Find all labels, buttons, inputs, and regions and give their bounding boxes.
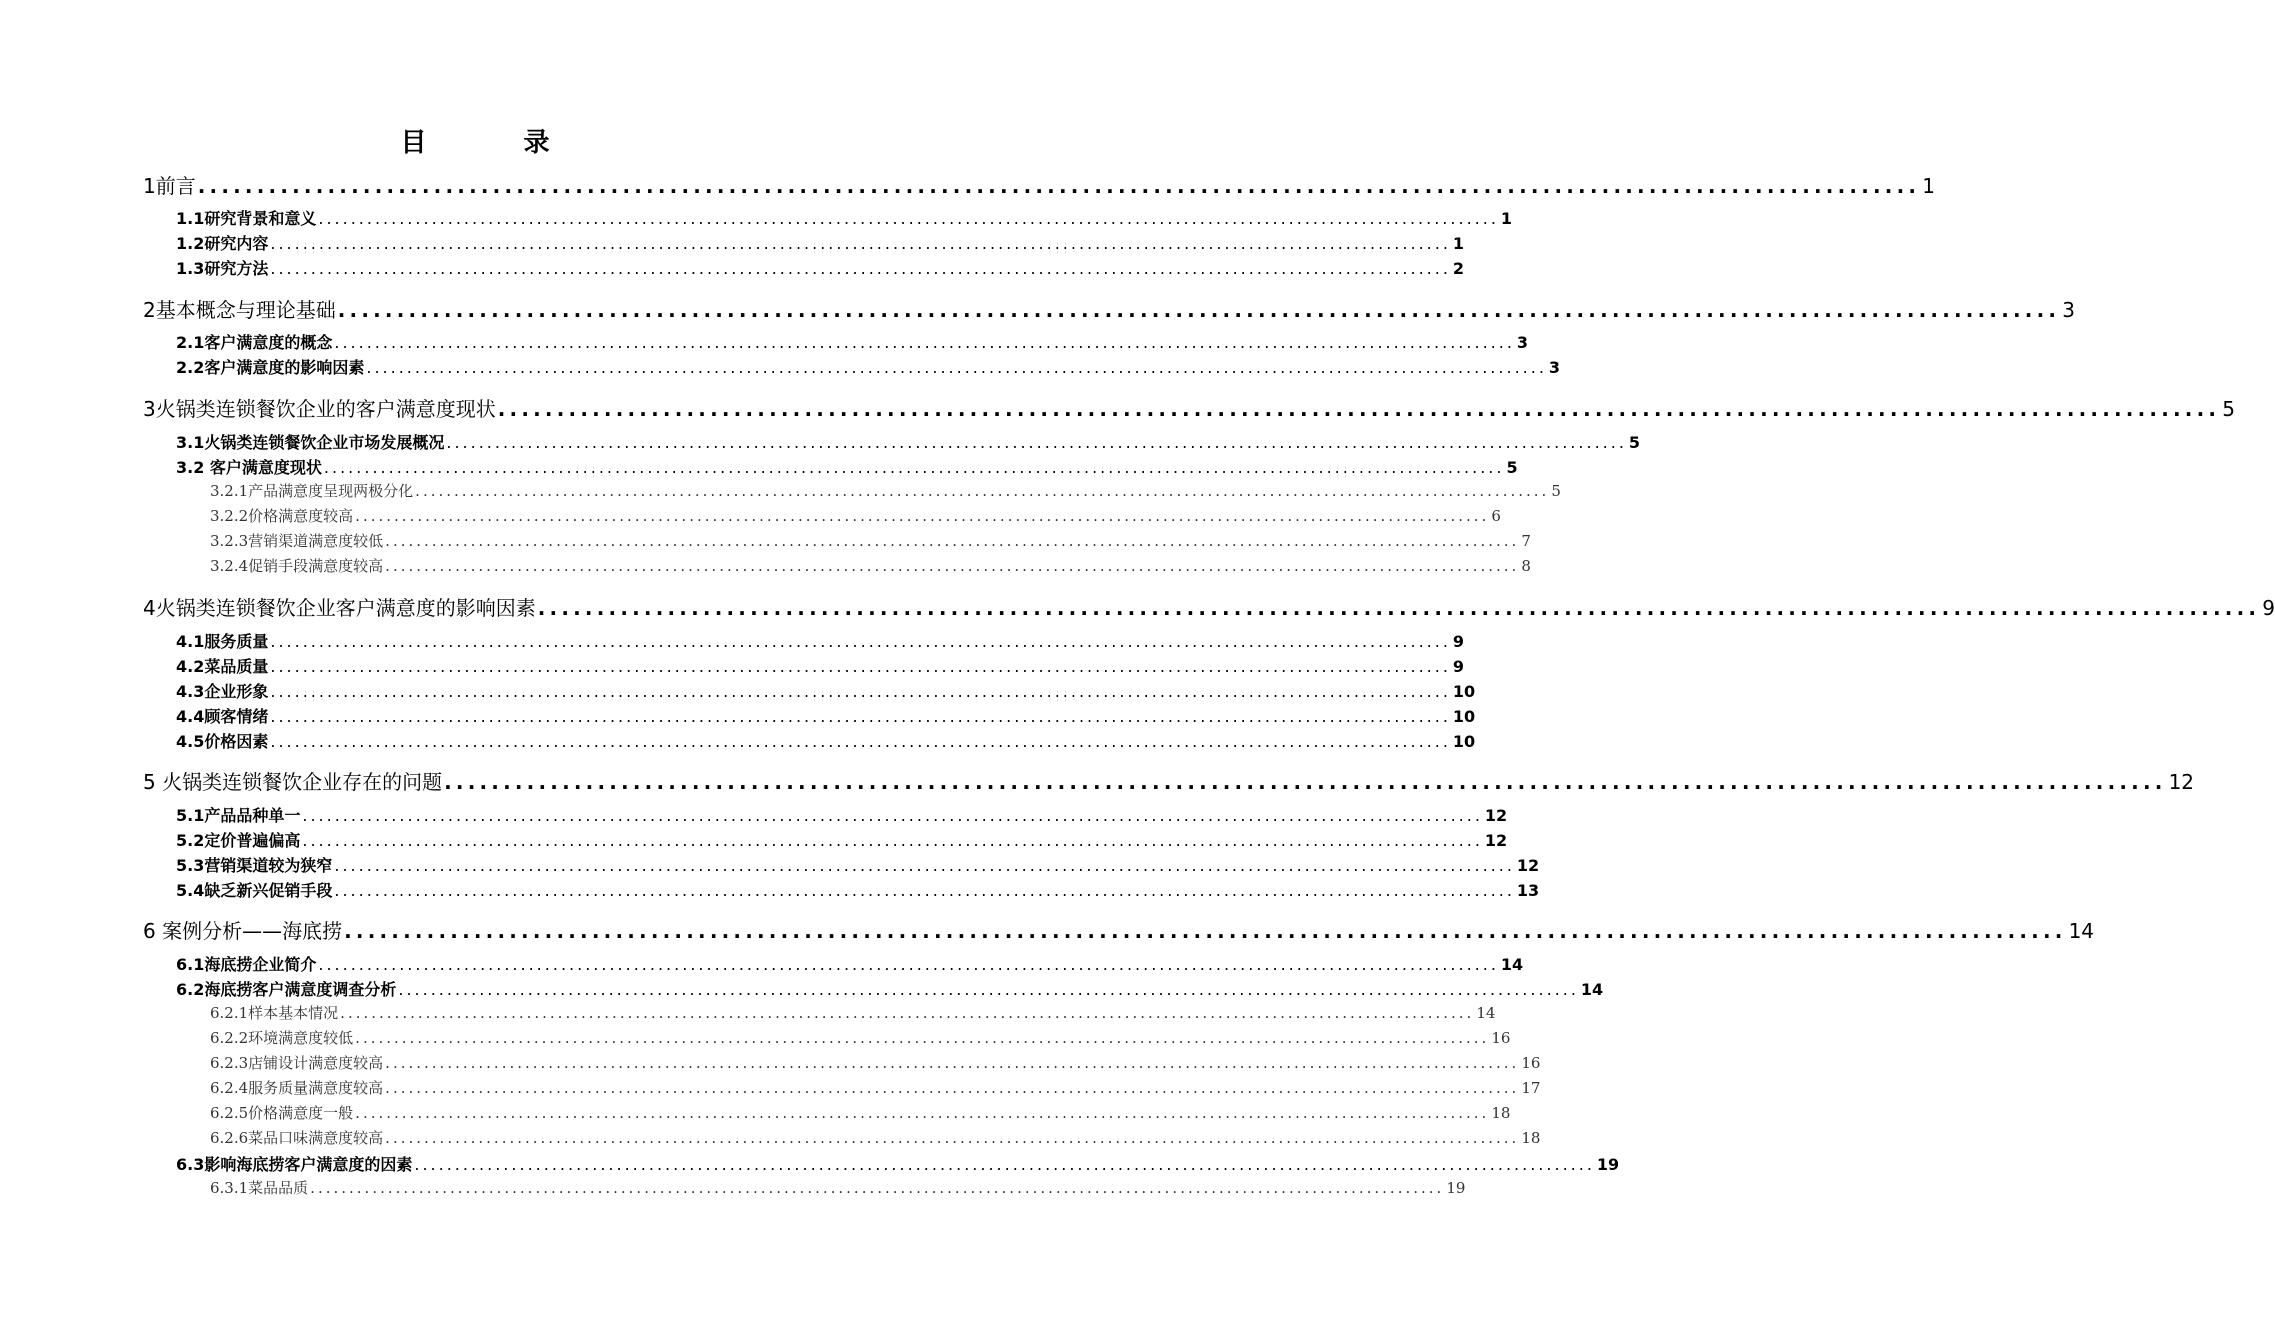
toc-leader-dots: .................................................................................................................................................. (340, 1004, 1475, 1022)
toc-leader-dots: .................................................................................................................................................. (444, 770, 2167, 794)
toc-entry-label: 3.1火锅类连锁餐饮企业市场发展概况 (176, 433, 445, 452)
toc-page-number: 1 (1452, 234, 1465, 253)
toc-page-number: 14 (1580, 980, 1604, 999)
toc-entry-label: 4.2菜品质量 (176, 657, 269, 676)
toc-entry-label: 3.2.2价格满意度较高 (210, 507, 354, 525)
toc-leader-dots: .................................................................................................................................................. (334, 856, 1515, 875)
toc-page-number: 16 (1521, 1054, 1541, 1072)
toc-page-number: 10 (1452, 707, 1476, 726)
toc-entry-label: 1.1研究背景和意义 (176, 209, 317, 228)
toc-leader-dots: .................................................................................................................................................. (385, 1054, 1520, 1072)
toc-page-number: 3 (1516, 333, 1529, 352)
toc-leader-dots: .................................................................................................................................................. (385, 557, 1520, 575)
toc-leader-dots: .................................................................................................................................................. (334, 333, 1515, 352)
toc-page-number: 8 (1521, 557, 1531, 575)
toc-leader-dots: .................................................................................................................................................. (344, 919, 2067, 943)
toc-page-number: 14 (2068, 919, 2095, 943)
toc-entry-label: 3.2.4促销手段满意度较高 (210, 557, 384, 575)
toc-leader-dots: .................................................................................................................................................. (415, 482, 1550, 500)
toc-entry-level-3[interactable] (210, 1077, 1541, 1098)
toc-leader-dots: .................................................................................................................................................. (385, 1129, 1520, 1147)
toc-entry-level-1[interactable] (143, 766, 2195, 795)
toc-leader-dots: .................................................................................................................................................. (323, 458, 1505, 477)
toc-leader-dots: .................................................................................................................................................. (334, 881, 1515, 900)
toc-leader-dots: .................................................................................................................................................. (197, 174, 1921, 198)
toc-entry-level-2[interactable] (176, 455, 1518, 478)
toc-page-number: 9 (1452, 657, 1465, 676)
toc-entry-label: 6 案例分析——海底捞 (143, 919, 343, 943)
toc-entry-level-1[interactable] (143, 294, 2075, 323)
toc-entry-label: 5.3营销渠道较为狭窄 (176, 856, 333, 875)
toc-entry-level-2[interactable] (176, 878, 1540, 901)
toc-entry-level-2[interactable] (176, 704, 1476, 727)
toc-entry-label: 3.2.3营销渠道满意度较低 (210, 532, 384, 550)
toc-entry-label: 6.3影响海底捞客户满意度的因素 (176, 1155, 413, 1174)
toc-leader-dots: .................................................................................................................................................. (270, 234, 1451, 253)
toc-page-number: 3 (1548, 358, 1561, 377)
toc-leader-dots: .................................................................................................................................................. (270, 707, 1451, 726)
toc-entry-level-2[interactable] (176, 330, 1529, 353)
toc-page-number: 1 (1500, 209, 1513, 228)
toc-entry-level-2[interactable] (176, 231, 1465, 254)
toc-leader-dots: .................................................................................................................................................. (318, 209, 1499, 228)
toc-page-number: 16 (1491, 1029, 1511, 1047)
toc-page-number: 2 (1452, 259, 1465, 278)
toc-entry-label: 6.2.5价格满意度一般 (210, 1104, 354, 1122)
toc-page-number: 7 (1521, 532, 1531, 550)
toc-entry-level-3[interactable] (210, 1027, 1511, 1048)
toc-entry-level-1[interactable] (143, 170, 1935, 199)
toc-page-number: 13 (1516, 881, 1540, 900)
toc-leader-dots: .................................................................................................................................................. (270, 259, 1451, 278)
toc-leader-dots: .................................................................................................................................................. (497, 397, 2221, 421)
toc-page-number: 12 (1516, 856, 1540, 875)
toc-entry-label: 4.4顾客情绪 (176, 707, 269, 726)
toc-entry-label: 6.2.1样本基本情况 (210, 1004, 339, 1022)
toc-entry-label: 2.2客户满意度的影响因素 (176, 358, 365, 377)
toc-entry-level-2[interactable] (176, 256, 1465, 279)
toc-entry-label: 6.2.3店铺设计满意度较高 (210, 1054, 384, 1072)
toc-title: 目 录 (400, 128, 594, 158)
toc-entry-level-2[interactable] (176, 629, 1465, 652)
toc-entry-level-2[interactable] (176, 1152, 1620, 1175)
toc-entry-label: 6.3.1菜品品质 (210, 1179, 309, 1197)
toc-entry-label: 5.4缺乏新兴促销手段 (176, 881, 333, 900)
toc-page-number: 12 (1484, 831, 1508, 850)
toc-page-number: 18 (1521, 1129, 1541, 1147)
toc-entry-level-3[interactable] (210, 1002, 1496, 1023)
toc-entry-level-2[interactable] (176, 952, 1524, 975)
toc-page-number: 10 (1452, 732, 1476, 751)
toc-leader-dots: .................................................................................................................................................. (414, 1155, 1595, 1174)
toc-leader-dots: .................................................................................................................................................. (355, 1104, 1490, 1122)
toc-entry-label: 6.2.6菜品口味满意度较高 (210, 1129, 384, 1147)
toc-leader-dots: .................................................................................................................................................. (398, 980, 1579, 999)
toc-entry-label: 1.3研究方法 (176, 259, 269, 278)
toc-page-number: 1 (1922, 174, 1935, 198)
toc-entry-level-3[interactable] (210, 1127, 1541, 1148)
toc-leader-dots: .................................................................................................................................................. (385, 532, 1520, 550)
toc-entry-level-2[interactable] (176, 853, 1540, 876)
toc-leader-dots: .................................................................................................................................................. (366, 358, 1547, 377)
toc-leader-dots: .................................................................................................................................................. (355, 1029, 1490, 1047)
toc-page-number: 12 (2168, 770, 2195, 794)
toc-leader-dots: .................................................................................................................................................. (270, 632, 1451, 651)
toc-entry-label: 4.3企业形象 (176, 682, 269, 701)
toc-entry-label: 2.1客户满意度的概念 (176, 333, 333, 352)
toc-entry-level-2[interactable] (176, 430, 1641, 453)
toc-entry-label: 1.2研究内容 (176, 234, 269, 253)
toc-page-number: 17 (1521, 1079, 1541, 1097)
toc-page-number: 5 (1551, 482, 1561, 500)
toc-page-number: 6 (1491, 507, 1501, 525)
toc-page-number: 5 (1506, 458, 1518, 477)
toc-entry-level-3[interactable] (210, 555, 1531, 576)
toc-entry-label: 4.5价格因素 (176, 732, 269, 751)
toc-entry-label: 4.1服务质量 (176, 632, 269, 651)
toc-entry-label: 3火锅类连锁餐饮企业的客户满意度现状 (143, 397, 496, 421)
toc-leader-dots: .................................................................................................................................................. (337, 298, 2061, 322)
toc-entry-label: 5.2定价普遍偏高 (176, 831, 301, 850)
toc-entry-label: 6.2.4服务质量满意度较高 (210, 1079, 384, 1097)
toc-entry-label: 3.2 客户满意度现状 (176, 458, 322, 477)
toc-leader-dots: .................................................................................................................................................. (270, 732, 1451, 751)
toc-leader-dots: .................................................................................................................................................. (537, 596, 2261, 620)
toc-leader-dots: .................................................................................................................................................. (302, 831, 1483, 850)
toc-page-number: 9 (2262, 596, 2275, 620)
toc-entry-level-2[interactable] (176, 828, 1508, 851)
toc-entry-label: 1前言 (143, 174, 196, 198)
toc-leader-dots: .................................................................................................................................................. (302, 806, 1483, 825)
toc-entry-level-3[interactable] (210, 530, 1531, 551)
toc-page-number: 5 (2222, 397, 2235, 421)
toc-leader-dots: .................................................................................................................................................. (446, 433, 1627, 452)
toc-page-number: 5 (1628, 433, 1641, 452)
toc-entry-level-2[interactable] (176, 206, 1513, 229)
toc-entry-level-2[interactable] (176, 977, 1604, 1000)
toc-entry-level-1[interactable] (143, 592, 2275, 621)
toc-entry-level-1[interactable] (143, 393, 2235, 422)
toc-page-number: 3 (2062, 298, 2075, 322)
toc-leader-dots: .................................................................................................................................................. (270, 657, 1451, 676)
toc-entry-level-2[interactable] (176, 654, 1465, 677)
toc-entry-label: 6.2.2环境满意度较低 (210, 1029, 354, 1047)
toc-leader-dots: .................................................................................................................................................. (385, 1079, 1520, 1097)
toc-page-number: 14 (1476, 1004, 1496, 1022)
toc-entry-label: 6.1海底捞企业简介 (176, 955, 317, 974)
toc-page-number: 19 (1446, 1179, 1466, 1197)
toc-page-number: 14 (1500, 955, 1524, 974)
toc-entry-label: 4火锅类连锁餐饮企业客户满意度的影响因素 (143, 596, 536, 620)
toc-entry-level-2[interactable] (176, 803, 1508, 826)
toc-entry-level-3[interactable] (210, 1102, 1511, 1123)
toc-entry-level-3[interactable] (210, 480, 1561, 501)
toc-entry-level-2[interactable] (176, 729, 1476, 752)
toc-entry-label: 6.2海底捞客户满意度调查分析 (176, 980, 397, 999)
toc-entry-level-3[interactable] (210, 1052, 1541, 1073)
toc-page-number: 10 (1452, 682, 1476, 701)
toc-leader-dots: .................................................................................................................................................. (310, 1179, 1445, 1197)
toc-page-number: 19 (1596, 1155, 1620, 1174)
toc-entry-level-1[interactable] (143, 915, 2095, 944)
toc-entry-label: 5 火锅类连锁餐饮企业存在的问题 (143, 770, 443, 794)
toc-entry-level-3[interactable] (210, 505, 1501, 526)
toc-entry-label: 5.1产品品种单一 (176, 806, 301, 825)
toc-entry-level-3[interactable] (210, 1177, 1466, 1198)
toc-leader-dots: .................................................................................................................................................. (270, 682, 1451, 701)
toc-entry-level-2[interactable] (176, 355, 1561, 378)
toc-leader-dots: .................................................................................................................................................. (355, 507, 1490, 525)
toc-entry-label: 3.2.1产品满意度呈现两极分化 (210, 482, 414, 500)
toc-leader-dots: .................................................................................................................................................. (318, 955, 1499, 974)
toc-page-number: 18 (1491, 1104, 1511, 1122)
toc-page-number: 9 (1452, 632, 1465, 651)
toc-entry-level-2[interactable] (176, 679, 1476, 702)
toc-page-number: 12 (1484, 806, 1508, 825)
toc-entry-label: 2基本概念与理论基础 (143, 298, 336, 322)
